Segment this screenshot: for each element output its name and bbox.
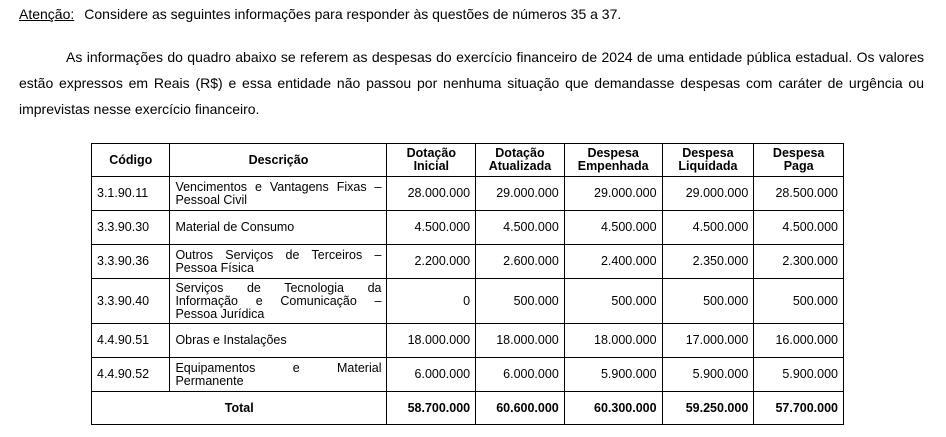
- cell-dotacao-atualizada: 6.000.000: [476, 358, 565, 392]
- header-despesa-liquidada-text: Despesa Liquidada: [678, 146, 738, 173]
- cell-dotacao-atualizada: 500.000: [476, 279, 565, 324]
- total-label: Total: [92, 392, 387, 425]
- header-despesa-paga: [754, 144, 844, 177]
- cell-despesa-empenhada: 4.500.000: [564, 211, 662, 245]
- cell-description: Obras e Instalações: [170, 324, 387, 358]
- cell-dotacao-atualizada: 29.000.000: [476, 177, 565, 211]
- header-dotacao-inicial-text: Dotação Inicial: [406, 146, 456, 173]
- table-row: [92, 279, 844, 324]
- attention-note: [19, 5, 621, 23]
- total-despesa-liquidada: 59.250.000: [662, 392, 754, 425]
- cell-dotacao-inicial: 6.000.000: [387, 358, 476, 392]
- cell-despesa-empenhada: 29.000.000: [564, 177, 662, 211]
- cell-code: 3.3.90.30: [92, 211, 170, 245]
- cell-despesa-empenhada: 2.400.000: [564, 245, 662, 279]
- header-descricao: Descrição: [170, 144, 387, 177]
- intro-paragraph-text: As informações do quadro abaixo se referem as despesas do exercício financeiro de 2024 de uma entidade pública estadual. Os valores estão expressos em Reais (R$) e essa entidade não passou por nenhuma situação que demandasse despesas com caráter de urgência ou imprevistas nesse exercício financeiro.: [19, 49, 924, 117]
- table-header-row: [92, 144, 844, 177]
- cell-dotacao-inicial: 18.000.000: [387, 324, 476, 358]
- cell-dotacao-inicial: 0: [387, 279, 476, 324]
- cell-despesa-empenhada: 500.000: [564, 279, 662, 324]
- attention-label: Atenção:: [19, 6, 75, 22]
- cell-despesa-liquidada: 29.000.000: [662, 177, 754, 211]
- cell-dotacao-atualizada: 18.000.000: [476, 324, 565, 358]
- table-total-row: [92, 392, 844, 425]
- total-despesa-empenhada: 60.300.000: [564, 392, 662, 425]
- total-dotacao-inicial: 58.700.000: [387, 392, 476, 425]
- cell-despesa-paga: 500.000: [754, 279, 844, 324]
- header-dotacao-atualizada-text: Dotação Atualizada: [488, 146, 552, 173]
- table-row: [92, 177, 844, 211]
- cell-code: 4.4.90.51: [92, 324, 170, 358]
- header-codigo: Código: [92, 144, 170, 177]
- cell-despesa-paga: 5.900.000: [754, 358, 844, 392]
- cell-despesa-liquidada: 5.900.000: [662, 358, 754, 392]
- cell-despesa-paga: 4.500.000: [754, 211, 844, 245]
- table-row: [92, 358, 844, 392]
- header-despesa-liquidada: [662, 144, 754, 177]
- cell-code: 3.3.90.40: [92, 279, 170, 324]
- cell-despesa-liquidada: 2.350.000: [662, 245, 754, 279]
- cell-despesa-empenhada: 18.000.000: [564, 324, 662, 358]
- intro-paragraph: [19, 44, 924, 122]
- cell-dotacao-atualizada: 4.500.000: [476, 211, 565, 245]
- cell-despesa-paga: 16.000.000: [754, 324, 844, 358]
- cell-description: Vencimentos e Vantagens Fixas – Pessoal Civil: [170, 177, 387, 211]
- cell-description: Equipamentos e Material Permanente: [170, 358, 387, 392]
- cell-despesa-liquidada: 4.500.000: [662, 211, 754, 245]
- table-row: [92, 211, 844, 245]
- header-dotacao-atualizada: [476, 144, 565, 177]
- cell-description: Serviços de Tecnologia da Informação e Comunicação – Pessoa Jurídica: [170, 279, 387, 324]
- header-despesa-empenhada: [564, 144, 662, 177]
- table-row: [92, 245, 844, 279]
- cell-code: 3.3.90.36: [92, 245, 170, 279]
- cell-despesa-liquidada: 17.000.000: [662, 324, 754, 358]
- cell-description: Material de Consumo: [170, 211, 387, 245]
- table-row: [92, 324, 844, 358]
- cell-dotacao-inicial: 2.200.000: [387, 245, 476, 279]
- header-dotacao-inicial: [387, 144, 476, 177]
- header-despesa-empenhada-text: Despesa Empenhada: [577, 146, 649, 173]
- cell-code: 3.1.90.11: [92, 177, 170, 211]
- cell-dotacao-atualizada: 2.600.000: [476, 245, 565, 279]
- cell-dotacao-inicial: 4.500.000: [387, 211, 476, 245]
- cell-despesa-empenhada: 5.900.000: [564, 358, 662, 392]
- cell-despesa-liquidada: 500.000: [662, 279, 754, 324]
- total-dotacao-atualizada: 60.600.000: [476, 392, 565, 425]
- attention-text: Considere as seguintes informações para responder às questões de números 35 a 37.: [84, 6, 622, 22]
- header-despesa-paga-text: Despesa Paga: [772, 146, 825, 173]
- cell-despesa-paga: 28.500.000: [754, 177, 844, 211]
- cell-despesa-paga: 2.300.000: [754, 245, 844, 279]
- cell-code: 4.4.90.52: [92, 358, 170, 392]
- cell-dotacao-inicial: 28.000.000: [387, 177, 476, 211]
- expenses-table: [91, 143, 844, 425]
- total-despesa-paga: 57.700.000: [754, 392, 844, 425]
- cell-description: Outros Serviços de Terceiros – Pessoa Física: [170, 245, 387, 279]
